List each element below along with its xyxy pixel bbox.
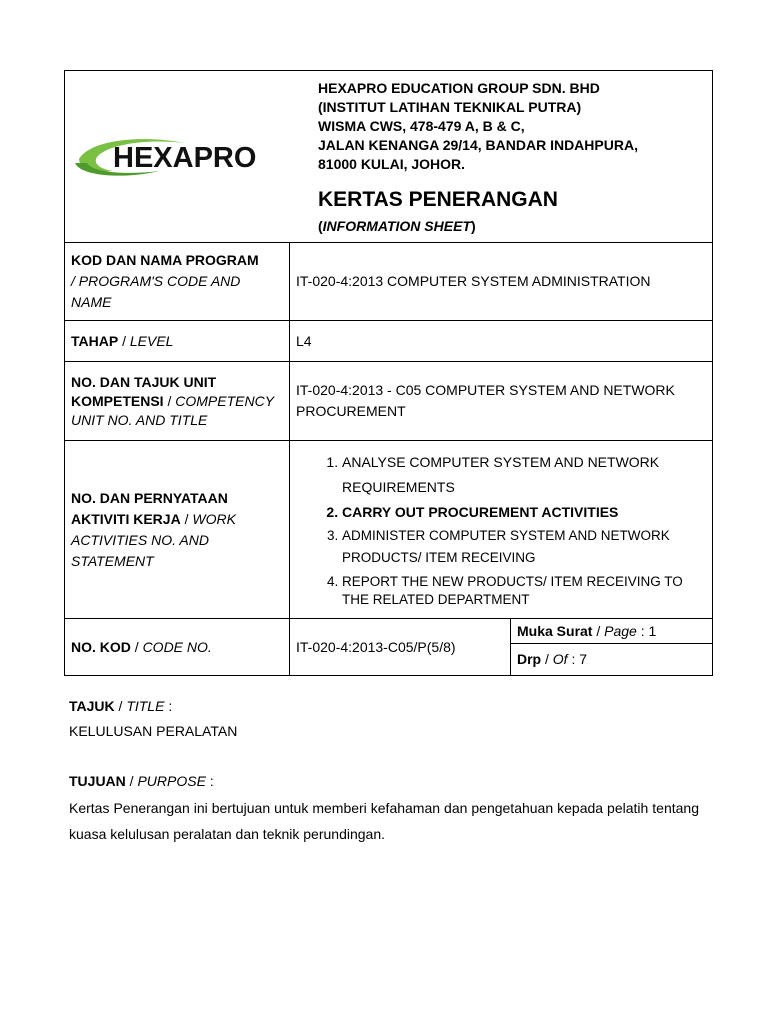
org-line: (INSTITUT LATIHAN TEKNIKAL PUTRA): [318, 99, 582, 115]
unit-label-cell: NO. DAN TAJUK UNIT KOMPETENSI / COMPETENCY UNIT NO. AND TITLE: [65, 362, 290, 441]
page-total: Drp / Of : 7: [517, 651, 588, 667]
unit-value: IT-020-4:2013 - C05 COMPUTER SYSTEM AND NETWORK PROCUREMENT: [290, 362, 713, 441]
unit-label-en: COMPETENCY UNIT NO. AND TITLE: [71, 392, 274, 428]
activities-label: NO. DAN PERNYATAAN AKTIVITI KERJA: [71, 489, 228, 527]
page-number-cell: [511, 619, 713, 676]
program-label-en: / PROGRAM'S CODE AND NAME: [71, 273, 241, 310]
document-title: KERTAS PENERANGAN: [318, 188, 558, 211]
level-label-en: LEVEL: [129, 332, 174, 349]
code-row: [65, 619, 713, 676]
program-row: [65, 243, 713, 321]
purpose-heading: TUJUAN / PURPOSE :: [69, 773, 214, 789]
header-cell: [65, 71, 713, 243]
level-row: [65, 321, 713, 362]
activities-list: [296, 450, 706, 609]
org-line: 81000 KULAI, JOHOR.: [318, 156, 466, 172]
activities-label-cell: NO. DAN PERNYATAAN AKTIVITI KERJA / WORK ACTIVITIES NO. AND STATEMENT: [65, 441, 290, 619]
org-line: WISMA CWS, 478-479 A, B & C,: [318, 118, 525, 134]
activity-item: 2. CARRY OUT PROCUREMENT ACTIVITIES: [342, 500, 706, 525]
page-number: Muka Surat / Page : 1: [511, 619, 712, 644]
level-label: TAHAP: [71, 332, 119, 349]
program-label: KOD DAN NAMA PROGRAM: [71, 252, 259, 268]
activities-list-cell: [290, 441, 713, 619]
competency-unit-row: [65, 362, 713, 441]
level-value: L4: [290, 321, 713, 362]
code-label-cell: NO. KOD / CODE NO.: [65, 619, 290, 676]
program-label-cell: [65, 243, 290, 321]
org-line: HEXAPRO EDUCATION GROUP SDN. BHD: [318, 80, 600, 96]
code-label: NO. KOD: [71, 638, 131, 655]
logo-text: HEXAPRO: [113, 142, 257, 174]
program-value: IT-020-4:2013 COMPUTER SYSTEM ADMINISTRATION: [290, 243, 713, 321]
activity-item: 4. REPORT THE NEW PRODUCTS/ ITEM RECEIVING TO THE RELATED DEPARTMENT: [342, 573, 706, 609]
level-label-cell: TAHAP / LEVEL: [65, 321, 290, 362]
page-value: 1: [648, 623, 657, 639]
activity-item: 1. ANALYSE COMPUTER SYSTEM AND NETWORK REQUIREMENTS: [342, 450, 706, 500]
activities-row: [65, 441, 713, 619]
hexapro-logo: [73, 133, 291, 179]
org-line: JALAN KENANGA 29/14, BANDAR INDAHPURA,: [318, 137, 638, 153]
information-sheet-table: [64, 70, 713, 676]
title-heading: TAJUK / TITLE :: [69, 698, 173, 714]
activity-item: 3. ADMINISTER COMPUTER SYSTEM AND NETWORK PRODUCTS/ ITEM RECEIVING: [342, 525, 706, 569]
title-value: KELULUSAN PERALATAN: [69, 723, 238, 739]
header-row: [65, 71, 713, 243]
document-subtitle: (INFORMATION SHEET): [318, 218, 476, 234]
activities-label-en: WORK ACTIVITIES NO. AND STATEMENT: [71, 510, 236, 569]
code-label-en: CODE NO.: [142, 638, 212, 655]
unit-label: NO. DAN TAJUK UNIT KOMPETENSI: [71, 373, 217, 409]
page-total-value: 7: [579, 651, 588, 667]
code-value: IT-020-4:2013-C05/P(5/8): [290, 619, 511, 676]
purpose-paragraph: Kertas Penerangan ini bertujuan untuk memberi kefahaman dan pengetahuan kepada pelatih tentang kuasa kelulusan peralatan dan teknik perundingan.: [69, 800, 699, 842]
organization-address: [318, 79, 638, 174]
